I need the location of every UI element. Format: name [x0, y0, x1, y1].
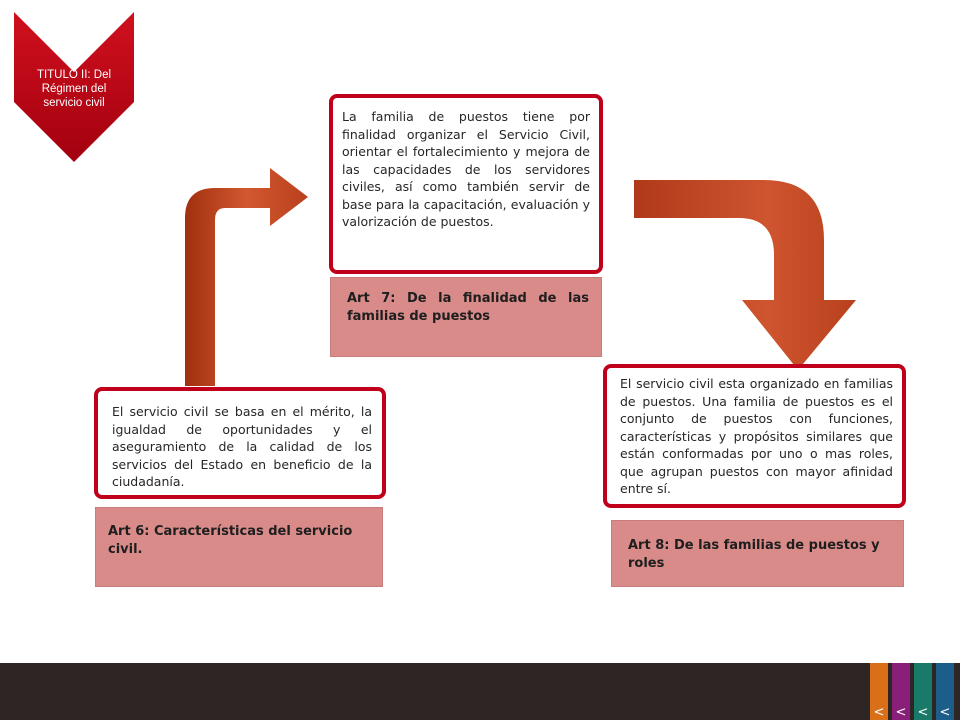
nav-strip-orange[interactable]: [870, 663, 888, 720]
bent-arrow-right-down-icon: [634, 180, 860, 372]
nav-strip-teal[interactable]: [914, 663, 932, 720]
footer-bar: [0, 663, 960, 720]
article-7-label: Art 7: De la finalidad de las familias de puestos: [347, 291, 589, 324]
nav-strip-purple[interactable]: [892, 663, 910, 720]
article-8-text: El servicio civil esta organizado en familias de puestos. Una familia de puestos es el conjunto de puestos con funciones, características y propósitos similares que están conformadas por uno o mas roles, que agrupan puestos con mayor afinidad entre sí.: [620, 376, 893, 496]
bent-arrow-up-right-icon: [180, 168, 310, 386]
nav-back-icon: <: [939, 705, 951, 720]
article-6-text-box: [94, 387, 386, 499]
nav-back-icon: <: [895, 705, 907, 720]
article-8-text-box: [603, 364, 906, 508]
article-8-label: Art 8: De las familias de puestos y roles: [628, 538, 880, 571]
article-7-label-box: [330, 277, 602, 357]
nav-strip-blue[interactable]: [936, 663, 954, 720]
article-8-label-box: [611, 520, 904, 587]
article-6-label-box: [95, 507, 383, 587]
article-7-text: La familia de puestos tiene por finalidad organizar el Servicio Civil, orientar el fortalecimiento y mejora de las capacidades de los servidores civiles, así como también servir de base para la capacitación, evaluación y valorización de puestos.: [342, 109, 590, 229]
nav-back-icon: <: [873, 705, 885, 720]
section-title: TITULO II: Del Régimen del servicio civil: [36, 69, 112, 109]
article-7-text-box: [329, 94, 603, 274]
article-6-label: Art 6: Características del servicio civil.: [108, 524, 353, 557]
nav-back-icon: <: [917, 705, 929, 720]
article-6-text: El servicio civil se basa en el mérito, la igualdad de oportunidades y el aseguramiento de la calidad de los servicios del Estado en beneficio de la ciudadanía.: [112, 404, 372, 489]
